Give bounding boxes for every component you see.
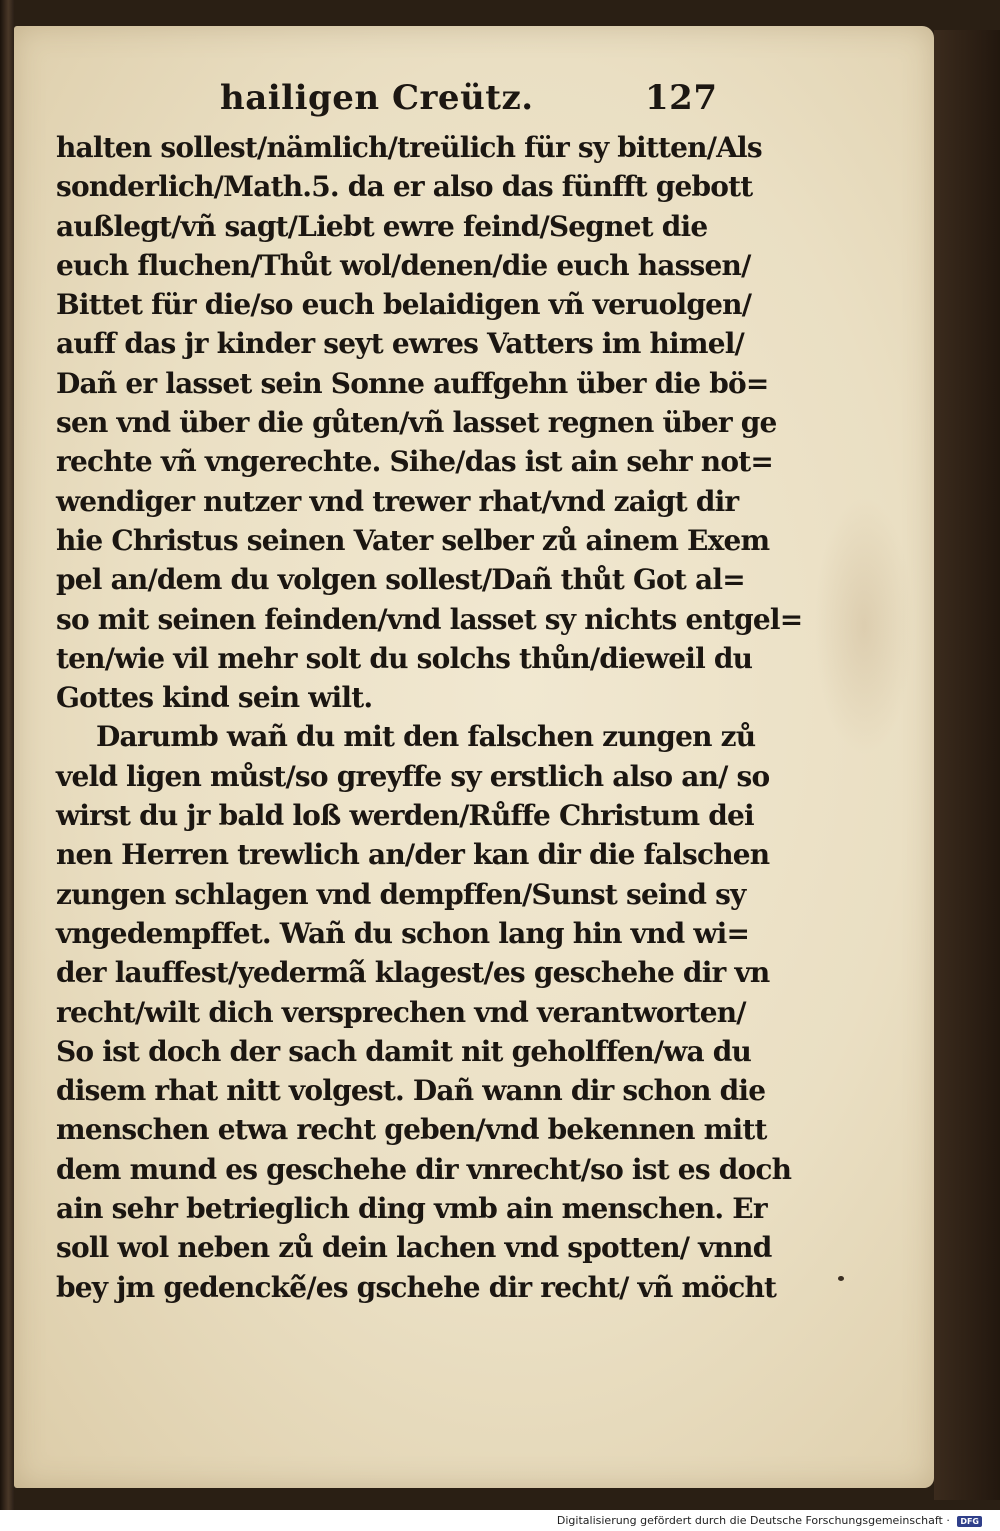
text-line: bey jm gedencke᷉/es gschehe dir recht/ vñ möcht — [56, 1270, 777, 1304]
ink-speck — [838, 1276, 844, 1281]
text-line: menschen etwa recht geben/vnd bekennen mitt — [56, 1113, 767, 1147]
text-line: Bittet für die/so euch belaidigen vñ veruolgen/ — [56, 288, 752, 322]
ink-bleed-through — [814, 496, 914, 756]
text-line: zungen schlagen vnd dempffen/Sunst seind sy — [56, 877, 746, 911]
text-line: pel an/dem du volgen sollest/Dañ thůt Got al= — [56, 563, 745, 597]
digitization-credit — [557, 1514, 982, 1527]
text-line: So ist doch der sach damit nit geholffen/wa du — [56, 1034, 752, 1068]
text-line: hie Christus seinen Vater selber zů ainem Exem — [56, 523, 770, 557]
text-line: soll wol neben zů dein lachen vnd spotten/ vnnd — [56, 1231, 772, 1265]
text-line: ten/wie vil mehr solt du solchs thůn/dieweil du — [56, 641, 753, 675]
text-line: wendiger nutzer vnd trewer rhat/vnd zaigt dir — [56, 484, 739, 518]
text-line: dem mund es geschehe dir vnrecht/so ist es doch — [56, 1152, 792, 1186]
dfg-logo-icon: DFG — [957, 1516, 982, 1527]
credit-text: Digitalisierung gefördert durch die Deutsche Forschungsgemeinschaft · — [556, 1514, 950, 1527]
text-line: rechte vñ vngerechte. Sihe/das ist ain sehr not= — [56, 445, 773, 479]
text-line: so mit seinen feinden/vnd lasset sy nichts entgel= — [56, 602, 803, 636]
text-line: sonderlich/Math.5. da er also das fünfft gebott — [56, 170, 753, 204]
running-title: hailigen Creütz. — [220, 78, 534, 118]
text-line: euch fluchen/Thůt wol/denen/die euch hassen/ — [56, 248, 751, 282]
text-line: disem rhat nitt volgest. Dañ wann dir schon die — [56, 1074, 766, 1108]
text-line: vngedempffet. Wañ du schon lang hin vnd wi= — [56, 916, 750, 950]
page-number: 127 — [645, 78, 718, 118]
book-fore-edge — [934, 30, 1000, 1500]
text-line: Dañ er lasset sein Sonne auffgehn über die bö= — [56, 366, 769, 400]
text-line: Gottes kind sein wilt. — [56, 681, 373, 715]
text-line: wirst du jr bald loß werden/Růffe Christum dei — [56, 799, 754, 833]
body-text — [56, 128, 803, 1307]
page-header — [220, 78, 740, 118]
text-line: halten sollest/nämlich/treülich für sy bitten/Als — [56, 131, 762, 164]
text-line: sen vnd über die gůten/vñ lasset regnen über ge — [56, 406, 777, 440]
text-line: der lauffest/yederma᷉ klagest/es geschehe dir vn — [56, 956, 770, 990]
book-gutter-edge — [0, 0, 14, 1510]
paragraph-start-line: Darumb wañ du mit den falschen zungen zů — [96, 720, 756, 754]
text-line: nen Herren trewlich an/der kan dir die falschen — [56, 838, 770, 872]
text-line: außlegt/vñ sagt/Liebt ewre feind/Segnet die — [56, 209, 708, 243]
text-line: recht/wilt dich versprechen vnd verantworten/ — [56, 995, 746, 1029]
text-line: ain sehr betrieglich ding vmb ain menschen. Er — [56, 1192, 767, 1226]
text-line: auff das jr kinder seyt ewres Vatters im himel/ — [56, 327, 744, 361]
text-line: veld ligen můst/so greyffe sy erstlich also an/ so — [56, 759, 770, 793]
